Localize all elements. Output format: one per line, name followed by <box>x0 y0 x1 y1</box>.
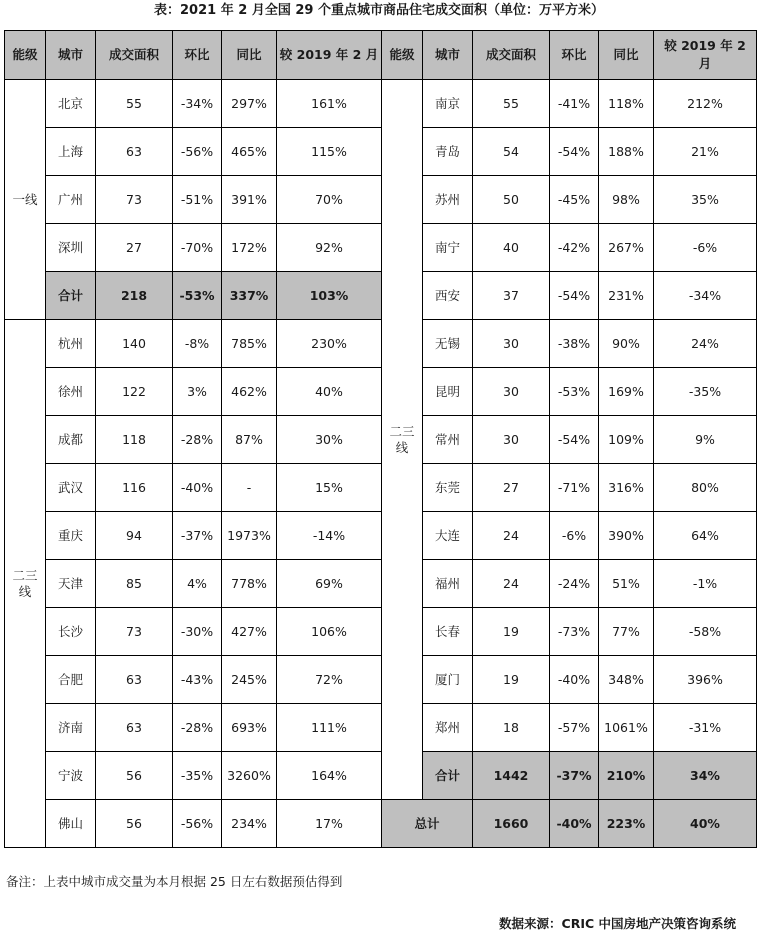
left-vs2019-cell: 92% <box>277 224 382 272</box>
table-row <box>5 608 757 656</box>
right-mom-cell: -71% <box>550 464 599 512</box>
left-yoy-cell: 172% <box>222 224 277 272</box>
right-city-cell: 苏州 <box>423 176 473 224</box>
left-vs2019-cell: 103% <box>277 272 382 320</box>
right-area-cell: 30 <box>473 368 550 416</box>
left-city-cell: 重庆 <box>46 512 96 560</box>
left-city-cell: 武汉 <box>46 464 96 512</box>
left-mom-cell: -34% <box>173 80 222 128</box>
header-vs2019-right: 较 2019 年 2 月 <box>654 31 757 80</box>
right-yoy-cell: 109% <box>599 416 654 464</box>
right-mom-cell: -54% <box>550 128 599 176</box>
right-city-cell: 无锡 <box>423 320 473 368</box>
right-city-cell: 常州 <box>423 416 473 464</box>
right-mom-cell: -38% <box>550 320 599 368</box>
left-city-cell: 上海 <box>46 128 96 176</box>
right-mom-cell: -54% <box>550 272 599 320</box>
right-city-cell: 南宁 <box>423 224 473 272</box>
header-tier-right: 能级 <box>382 31 423 80</box>
left-area-cell: 73 <box>96 608 173 656</box>
left-yoy-cell: 391% <box>222 176 277 224</box>
right-city-cell: 昆明 <box>423 368 473 416</box>
right-mom-cell: -42% <box>550 224 599 272</box>
left-vs2019-cell: 161% <box>277 80 382 128</box>
right-mom-cell: -40% <box>550 656 599 704</box>
table-row <box>5 752 757 800</box>
footnote: 备注：上表中城市成交量为本月根据 25 日左右数据预估得到 <box>6 874 343 889</box>
right-vs2019-cell: 80% <box>654 464 757 512</box>
right-vs2019-cell: -1% <box>654 560 757 608</box>
right-area-cell: 27 <box>473 464 550 512</box>
left-city-cell: 成都 <box>46 416 96 464</box>
left-yoy-cell: 465% <box>222 128 277 176</box>
right-mom-cell: -41% <box>550 80 599 128</box>
left-vs2019-cell: -14% <box>277 512 382 560</box>
right-vs2019-cell: 35% <box>654 176 757 224</box>
right-city-cell: 郑州 <box>423 704 473 752</box>
table-row <box>5 320 757 368</box>
left-city-cell: 济南 <box>46 704 96 752</box>
right-yoy-cell: 51% <box>599 560 654 608</box>
right-vs2019-cell: 34% <box>654 752 757 800</box>
right-city-cell: 福州 <box>423 560 473 608</box>
table-row <box>5 224 757 272</box>
grand-total-mom: -40% <box>550 800 599 848</box>
right-mom-cell: -37% <box>550 752 599 800</box>
right-city-cell: 长春 <box>423 608 473 656</box>
right-yoy-cell: 210% <box>599 752 654 800</box>
left-mom-cell: -8% <box>173 320 222 368</box>
right-vs2019-cell: 9% <box>654 416 757 464</box>
left-mom-cell: 4% <box>173 560 222 608</box>
table-row <box>5 272 757 320</box>
right-area-cell: 24 <box>473 560 550 608</box>
grand-total-label: 总计 <box>382 800 473 848</box>
left-yoy-cell: 297% <box>222 80 277 128</box>
table-row <box>5 464 757 512</box>
left-city-cell: 宁波 <box>46 752 96 800</box>
right-vs2019-cell: 212% <box>654 80 757 128</box>
header-yoy-right: 同比 <box>599 31 654 80</box>
right-mom-cell: -45% <box>550 176 599 224</box>
right-area-cell: 50 <box>473 176 550 224</box>
right-city-cell: 厦门 <box>423 656 473 704</box>
right-yoy-cell: 118% <box>599 80 654 128</box>
left-area-cell: 122 <box>96 368 173 416</box>
table-row <box>5 176 757 224</box>
left-city-cell: 杭州 <box>46 320 96 368</box>
left-vs2019-cell: 72% <box>277 656 382 704</box>
grand-total-area: 1660 <box>473 800 550 848</box>
right-yoy-cell: 98% <box>599 176 654 224</box>
right-vs2019-cell: -35% <box>654 368 757 416</box>
right-yoy-cell: 188% <box>599 128 654 176</box>
right-vs2019-cell: 24% <box>654 320 757 368</box>
left-mom-cell: -43% <box>173 656 222 704</box>
left-yoy-cell: 427% <box>222 608 277 656</box>
left-vs2019-cell: 115% <box>277 128 382 176</box>
right-area-cell: 37 <box>473 272 550 320</box>
table-row <box>5 80 757 128</box>
right-city-cell: 西安 <box>423 272 473 320</box>
left-vs2019-cell: 40% <box>277 368 382 416</box>
left-mom-cell: -28% <box>173 704 222 752</box>
right-area-cell: 1442 <box>473 752 550 800</box>
left-mom-cell: -40% <box>173 464 222 512</box>
left-city-cell: 佛山 <box>46 800 96 848</box>
left-mom-cell: -51% <box>173 176 222 224</box>
left-vs2019-cell: 230% <box>277 320 382 368</box>
left-area-cell: 140 <box>96 320 173 368</box>
right-area-cell: 30 <box>473 320 550 368</box>
tier-label-tier2: 二三线 <box>5 320 46 848</box>
grand-total-yoy: 223% <box>599 800 654 848</box>
header-city-right: 城市 <box>423 31 473 80</box>
left-yoy-cell: 785% <box>222 320 277 368</box>
left-area-cell: 55 <box>96 80 173 128</box>
left-yoy-cell: - <box>222 464 277 512</box>
left-vs2019-cell: 111% <box>277 704 382 752</box>
right-area-cell: 19 <box>473 656 550 704</box>
left-vs2019-cell: 69% <box>277 560 382 608</box>
left-vs2019-cell: 17% <box>277 800 382 848</box>
right-vs2019-cell: -31% <box>654 704 757 752</box>
left-area-cell: 94 <box>96 512 173 560</box>
left-mom-cell: -56% <box>173 128 222 176</box>
left-yoy-cell: 1973% <box>222 512 277 560</box>
right-yoy-cell: 231% <box>599 272 654 320</box>
header-vs2019: 较 2019 年 2 月 <box>277 31 382 80</box>
right-area-cell: 54 <box>473 128 550 176</box>
left-yoy-cell: 87% <box>222 416 277 464</box>
right-area-cell: 18 <box>473 704 550 752</box>
right-area-cell: 30 <box>473 416 550 464</box>
left-city-cell: 合计 <box>46 272 96 320</box>
header-area: 成交面积 <box>96 31 173 80</box>
left-area-cell: 73 <box>96 176 173 224</box>
table-row <box>5 416 757 464</box>
right-vs2019-cell: -6% <box>654 224 757 272</box>
right-yoy-cell: 169% <box>599 368 654 416</box>
right-mom-cell: -57% <box>550 704 599 752</box>
right-mom-cell: -54% <box>550 416 599 464</box>
left-yoy-cell: 462% <box>222 368 277 416</box>
left-mom-cell: -28% <box>173 416 222 464</box>
left-yoy-cell: 693% <box>222 704 277 752</box>
header-mom: 环比 <box>173 31 222 80</box>
header-tier: 能级 <box>5 31 46 80</box>
left-area-cell: 63 <box>96 704 173 752</box>
right-mom-cell: -6% <box>550 512 599 560</box>
table-row <box>5 368 757 416</box>
table-row <box>5 560 757 608</box>
right-yoy-cell: 390% <box>599 512 654 560</box>
right-vs2019-cell: -34% <box>654 272 757 320</box>
left-mom-cell: -70% <box>173 224 222 272</box>
left-mom-cell: 3% <box>173 368 222 416</box>
left-yoy-cell: 3260% <box>222 752 277 800</box>
left-mom-cell: -56% <box>173 800 222 848</box>
table-row <box>5 656 757 704</box>
left-city-cell: 深圳 <box>46 224 96 272</box>
right-city-cell: 青岛 <box>423 128 473 176</box>
left-city-cell: 长沙 <box>46 608 96 656</box>
left-mom-cell: -35% <box>173 752 222 800</box>
right-yoy-cell: 267% <box>599 224 654 272</box>
grand-total-vs2019: 40% <box>654 800 757 848</box>
left-vs2019-cell: 70% <box>277 176 382 224</box>
header-mom-right: 环比 <box>550 31 599 80</box>
left-mom-cell: -37% <box>173 512 222 560</box>
right-yoy-cell: 348% <box>599 656 654 704</box>
right-area-cell: 55 <box>473 80 550 128</box>
right-area-cell: 19 <box>473 608 550 656</box>
left-city-cell: 徐州 <box>46 368 96 416</box>
left-city-cell: 北京 <box>46 80 96 128</box>
left-vs2019-cell: 15% <box>277 464 382 512</box>
right-city-cell: 东莞 <box>423 464 473 512</box>
data-source: 数据来源：CRIC 中国房地产决策咨询系统 <box>499 916 736 931</box>
header-city: 城市 <box>46 31 96 80</box>
left-city-cell: 合肥 <box>46 656 96 704</box>
left-yoy-cell: 245% <box>222 656 277 704</box>
left-vs2019-cell: 30% <box>277 416 382 464</box>
left-mom-cell: -30% <box>173 608 222 656</box>
table-row <box>5 800 757 848</box>
right-area-cell: 40 <box>473 224 550 272</box>
right-vs2019-cell: -58% <box>654 608 757 656</box>
table-title: 表：2021 年 2 月全国 29 个重点城市商品住宅成交面积（单位：万平方米） <box>154 3 604 18</box>
transaction-area-table <box>4 30 757 848</box>
right-yoy-cell: 1061% <box>599 704 654 752</box>
right-city-cell: 合计 <box>423 752 473 800</box>
right-city-cell: 大连 <box>423 512 473 560</box>
right-yoy-cell: 316% <box>599 464 654 512</box>
right-vs2019-cell: 21% <box>654 128 757 176</box>
table-row <box>5 704 757 752</box>
right-vs2019-cell: 396% <box>654 656 757 704</box>
left-yoy-cell: 234% <box>222 800 277 848</box>
right-area-cell: 24 <box>473 512 550 560</box>
right-mom-cell: -24% <box>550 560 599 608</box>
left-area-cell: 218 <box>96 272 173 320</box>
left-vs2019-cell: 164% <box>277 752 382 800</box>
left-area-cell: 27 <box>96 224 173 272</box>
table-row <box>5 512 757 560</box>
right-mom-cell: -53% <box>550 368 599 416</box>
left-city-cell: 广州 <box>46 176 96 224</box>
right-city-cell: 南京 <box>423 80 473 128</box>
left-area-cell: 118 <box>96 416 173 464</box>
left-mom-cell: -53% <box>173 272 222 320</box>
right-vs2019-cell: 64% <box>654 512 757 560</box>
left-area-cell: 56 <box>96 800 173 848</box>
left-area-cell: 56 <box>96 752 173 800</box>
right-mom-cell: -73% <box>550 608 599 656</box>
header-area-right: 成交面积 <box>473 31 550 80</box>
left-area-cell: 63 <box>96 656 173 704</box>
left-city-cell: 天津 <box>46 560 96 608</box>
left-area-cell: 116 <box>96 464 173 512</box>
left-area-cell: 63 <box>96 128 173 176</box>
left-yoy-cell: 778% <box>222 560 277 608</box>
right-yoy-cell: 77% <box>599 608 654 656</box>
tier-label-right-tier2: 二三线 <box>382 80 423 800</box>
table-row <box>5 128 757 176</box>
header-yoy: 同比 <box>222 31 277 80</box>
left-area-cell: 85 <box>96 560 173 608</box>
header-row <box>5 31 757 80</box>
left-vs2019-cell: 106% <box>277 608 382 656</box>
tier-label-tier1: 一线 <box>5 80 46 320</box>
left-yoy-cell: 337% <box>222 272 277 320</box>
right-yoy-cell: 90% <box>599 320 654 368</box>
